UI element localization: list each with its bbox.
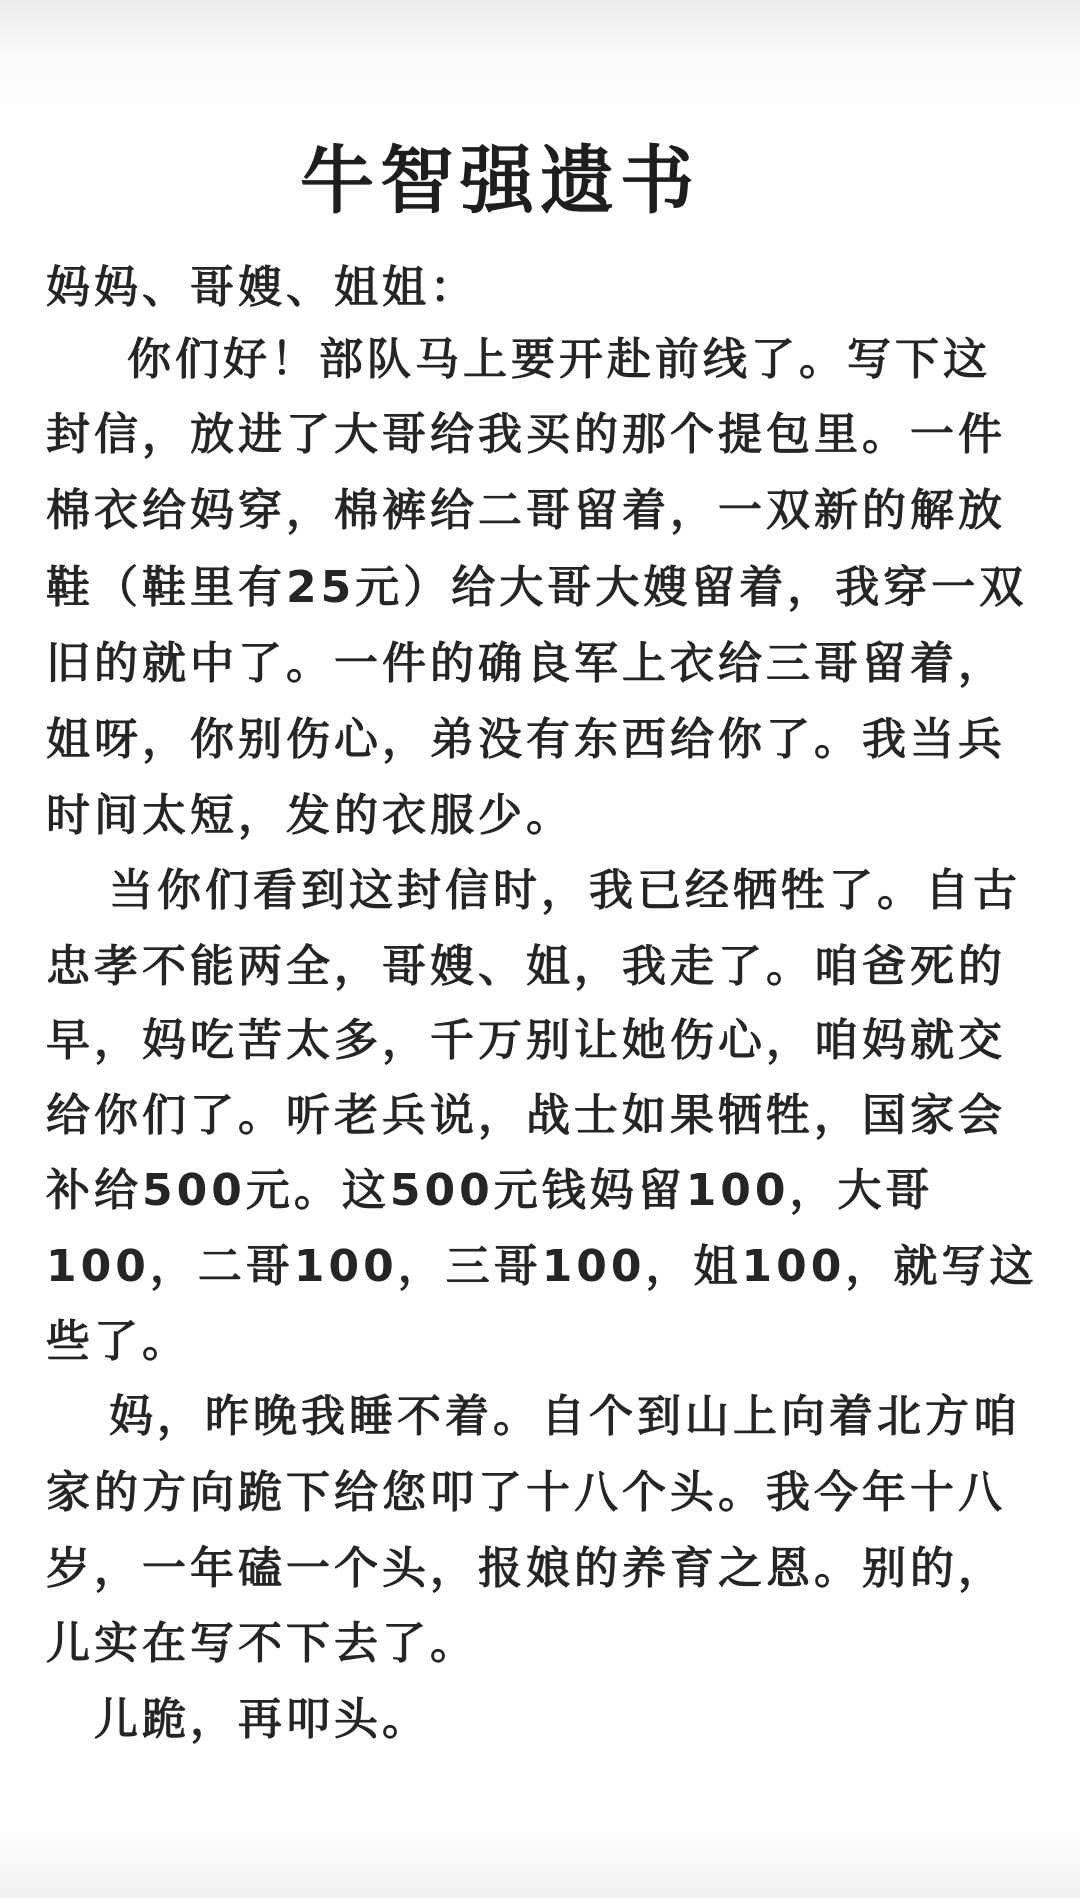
letter-line: 100，二哥100，三哥100，姐100，就写这 — [46, 1241, 1038, 1292]
letter-line: 时间太短，发的衣服少。 — [46, 790, 574, 841]
letter-line: 旧的就中了。一件的确良军上衣给三哥留着， — [46, 638, 1006, 689]
letter-line: 忠孝不能两全，哥嫂、姐，我走了。咱爸死的 — [46, 941, 1006, 992]
letter-title: 牛智强遗书 — [300, 138, 700, 224]
letter-line: 姐呀，你别伤心，弟没有东西给你了。我当兵 — [46, 714, 1006, 765]
letter-line: 封信，放进了大哥给我买的那个提包里。一件 — [46, 409, 1006, 460]
letter-line: 早，妈吃苦太多，千万别让她伤心，咱妈就交 — [46, 1015, 1006, 1066]
salutation: 妈妈、哥嫂、姐姐： — [46, 262, 478, 313]
letter-line: 当你们看到这封信时，我已经牺牲了。自古 — [109, 865, 1021, 916]
letter-line: 给你们了。听老兵说，战士如果牺牲，国家会 — [46, 1090, 1006, 1141]
letter-line: 补给500元。这500元钱妈留100，大哥 — [46, 1165, 934, 1216]
letter-line: 鞋（鞋里有25元）给大哥大嫂留着，我穿一双 — [46, 562, 1028, 613]
letter-line: 棉衣给妈穿，棉裤给二哥留着，一双新的解放 — [46, 485, 1006, 536]
letter-line: 些了。 — [46, 1316, 190, 1367]
letter-line: 家的方向跪下给您叩了十八个头。我今年十八 — [46, 1467, 1006, 1518]
letter-line: 你们好！部队马上要开赴前线了。写下这 — [127, 334, 991, 385]
letter-line: 妈，昨晚我睡不着。自个到山上向着北方咱 — [109, 1391, 1021, 1442]
letter-line: 儿实在写不下去了。 — [46, 1618, 478, 1669]
letter-line: 岁，一年磕一个头，报娘的养育之恩。别的， — [46, 1543, 1006, 1594]
letter-signoff: 儿跪，再叩头。 — [94, 1694, 430, 1745]
